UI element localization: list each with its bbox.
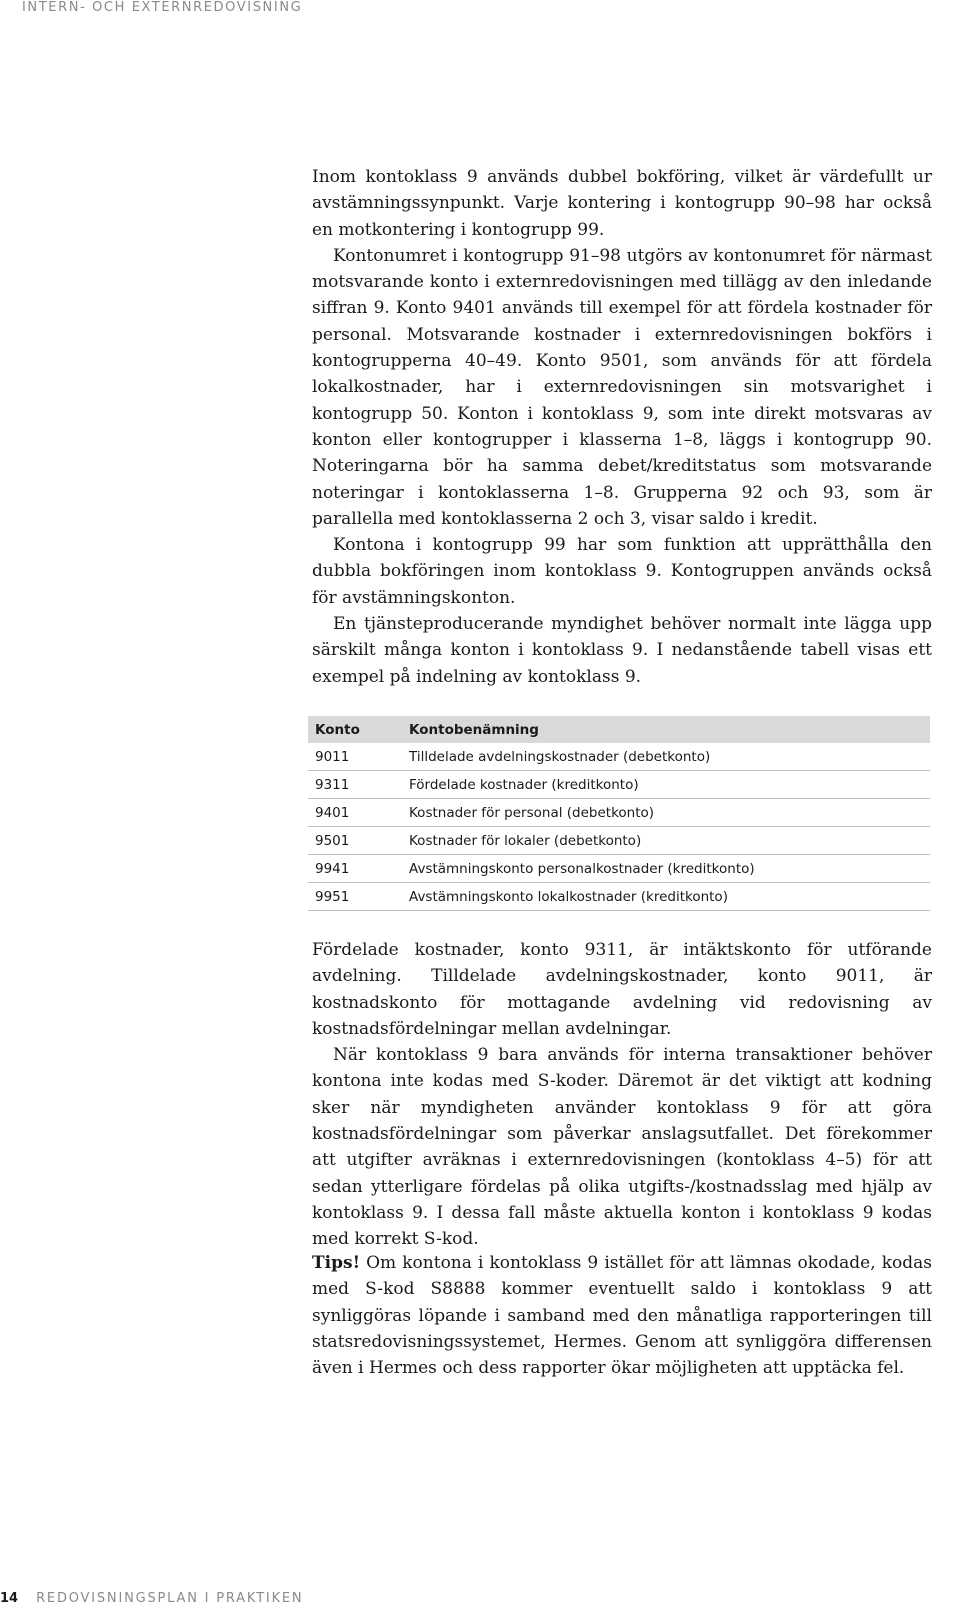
tips-text: Om kontona i kontoklass 9 istället för att lämnas okodade, kodas med S-kod S8888 kommer eventuellt saldo i kontoklass 9 att synliggöras löpande i samband med den månatliga rapporteringen till statsredovisningssystemet, Hermes. Genom att synliggöra differensen även i Hermes och dess rapporter ökar möjligheten att upptäcka fel. xyxy=(312,1253,932,1379)
paragraph: En tjänsteproducerande myndighet behöver normalt inte lägga upp särskilt många konton i kontoklass 9. I nedanstående tabell visas ett exempel på indelning av kontoklass 9. xyxy=(312,614,932,687)
table-header-row xyxy=(308,716,930,743)
konto-cell: 9011 xyxy=(308,743,409,771)
konto-cell: 9501 xyxy=(308,827,409,855)
table-row xyxy=(308,771,930,799)
table-row xyxy=(308,799,930,827)
konto-cell: 9401 xyxy=(308,799,409,827)
paragraph: Fördelade kostnader, konto 9311, är intäktskonto för utförande avdelning. Tilldelade avdelningskostnader, konto 9011, är kostnadskonto för mottagande avdelning vid redovisning av kostnadsfördelningar mellan avdelningar. xyxy=(312,940,932,1039)
running-head: INTERN- OCH EXTERNREDOVISNING xyxy=(22,0,303,15)
paragraph: Kontona i kontogrupp 99 har som funktion att upprätthålla den dubbla bokföringen inom kontoklass 9. Kontogruppen används också för avstämningskonton. xyxy=(312,535,932,608)
kontobenamning-cell: Tilldelade avdelningskostnader (debetkonto) xyxy=(409,743,930,771)
kontobenamning-cell: Avstämningskonto personalkostnader (kreditkonto) xyxy=(409,855,930,883)
section-kontoklass-9 xyxy=(312,164,932,690)
page-footer xyxy=(0,1591,303,1605)
paragraph: Inom kontoklass 9 används dubbel bokföring, vilket är värdefullt ur avstämningssynpunkt. Varje kontering i kontogrupp 90–98 har också en motkontering i kontogrupp 99. xyxy=(312,167,932,240)
konto-cell: 9311 xyxy=(308,771,409,799)
column-header-kontobenamning: Kontobenämning xyxy=(409,716,930,743)
table-row xyxy=(308,883,930,911)
tips-block xyxy=(312,1250,932,1381)
publication-title: REDOVISNINGSPLAN I PRAKTIKEN xyxy=(36,1591,304,1606)
page-number: 14 xyxy=(0,1591,19,1606)
section-fordelning xyxy=(312,937,932,1253)
table-row xyxy=(308,827,930,855)
konto-cell: 9951 xyxy=(308,883,409,911)
table-row xyxy=(308,855,930,883)
paragraph: När kontoklass 9 bara används för interna transaktioner behöver kontona inte kodas med S-koder. Däremot är det viktigt att kodning sker när myndigheten använder kontoklass 9 för att göra kostnadsfördelningar som påverkar anslagsutfallet. Det förekommer att utgifter avräknas i externredovisningen (kontoklass 4–5) för att sedan ytterligare fördelas på olika utgifts-/kostnadsslag med hjälp av kontoklass 9. I dessa fall måste aktuella konton i kontoklass 9 kodas med korrekt S-kod. xyxy=(312,1045,932,1250)
kontobenamning-cell: Fördelade kostnader (kreditkonto) xyxy=(409,771,930,799)
konto-table xyxy=(308,716,930,911)
konto-cell: 9941 xyxy=(308,855,409,883)
paragraph: Kontonumret i kontogrupp 91–98 utgörs av kontonumret för närmast motsvarande konto i externredovisningen med tillägg av den inledande siffran 9. Konto 9401 används till exempel för att fördela kostnader för personal. Motsvarande kostnader i externredovisningen bokförs i kontogrupperna 40–49. Konto 9501, som används för att fördela lokalkostnader, har i externredovisningen sin motsvarighet i kontogrupp 50. Konton i kontoklass 9, som inte direkt motsvaras av konton eller kontogrupper i klasserna 1–8, läggs i kontogrupp 90. Noteringarna bör ha samma debet/kreditstatus som motsvarande noteringar i kontoklasserna 1–8. Grupperna 92 och 93, som är parallella med kontoklasserna 2 och 3, visar saldo i kredit. xyxy=(312,245,932,529)
kontobenamning-cell: Avstämningskonto lokalkostnader (kreditkonto) xyxy=(409,883,930,911)
kontobenamning-cell: Kostnader för lokaler (debetkonto) xyxy=(409,827,930,855)
column-header-konto: Konto xyxy=(308,716,409,743)
tips-label: Tips! xyxy=(312,1253,361,1273)
tips-paragraph xyxy=(312,1250,932,1381)
kontobenamning-cell: Kostnader för personal (debetkonto) xyxy=(409,799,930,827)
table-row xyxy=(308,743,930,771)
